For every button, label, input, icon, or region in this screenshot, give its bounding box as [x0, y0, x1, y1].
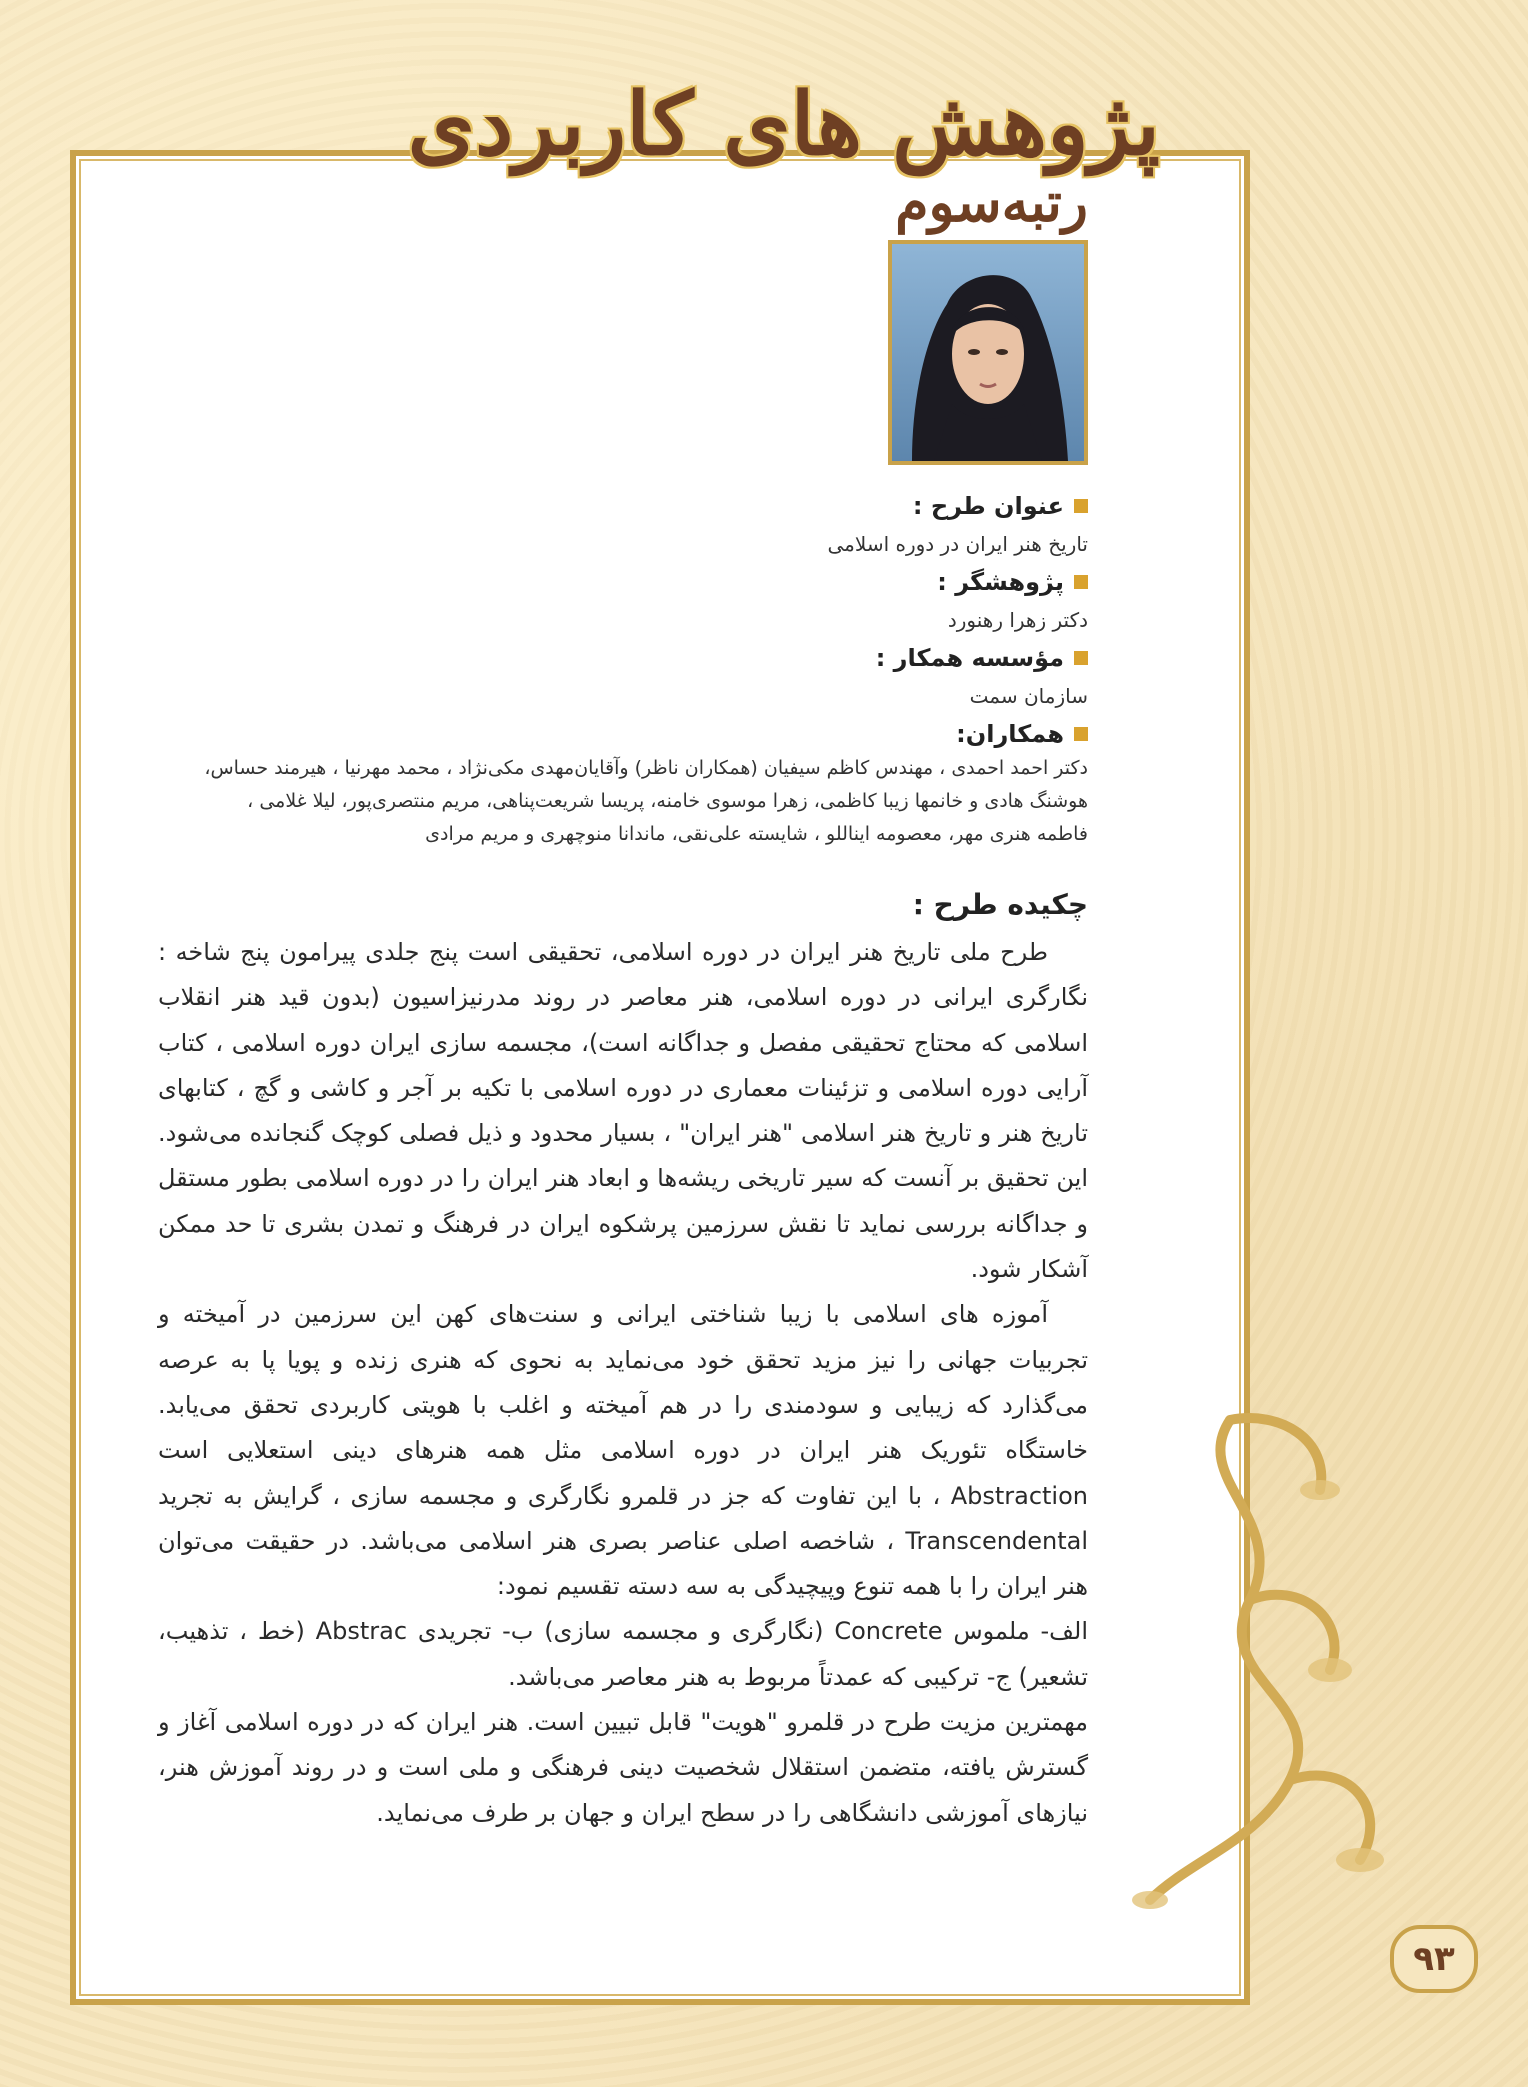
- field-project-title: [188, 488, 1088, 564]
- project-info: [188, 488, 1088, 851]
- abstract-paragraph: مهمترین مزیت طرح در قلمرو "هویت" قابل تبیین است. هنر ایران که در دوره اسلامی آغاز و گسترش یافته، متضمن استقلال شخصیت دینی فرهنگی و ملی است و در روند آموزش هنر، نیازهای آموزشی دانشگاهی را در سطح ایران و جهان بر طرف می‌نماید.: [158, 1708, 1088, 1827]
- floral-ornament: [1130, 1400, 1528, 1940]
- square-bullet-icon: [1074, 575, 1088, 589]
- field-value: دکتر زهرا رهنورد: [947, 608, 1088, 632]
- field-label: مؤسسه همکار :: [875, 644, 1064, 672]
- researcher-portrait: [888, 240, 1088, 465]
- abstract-body: [158, 930, 1088, 1836]
- abstract-heading: چکیده طرح :: [912, 888, 1088, 921]
- colleagues-line: دکتر احمد احمدی ، مهندس کاظم سیفیان (همکاران ناظر) وآقایان‌مهدی مکی‌نژاد ، محمد مهرنیا ، هیرمند حساس،: [204, 757, 1088, 779]
- field-researcher: [188, 564, 1088, 640]
- square-bullet-icon: [1074, 651, 1088, 665]
- square-bullet-icon: [1074, 727, 1088, 741]
- page-title: پژوهش های کاربردی: [407, 74, 1160, 175]
- abstract-paragraph: الف- ملموس Concrete (نگارگری و مجسمه سازی) ب- تجریدی Abstrac (خط ، تذهیب، تشعیر) ج- ترکیبی که عمدتاً مربوط به هنر معاصر می‌باشد.: [158, 1617, 1088, 1691]
- field-label: عنوان طرح :: [912, 492, 1064, 520]
- page-number: ۹۳: [1390, 1925, 1478, 1993]
- field-label: همکاران:: [956, 720, 1064, 748]
- rank-heading: رتبه‌سوم: [895, 170, 1088, 234]
- field-colleagues: [188, 716, 1088, 851]
- field-value: تاریخ هنر ایران در دوره اسلامی: [827, 532, 1088, 556]
- field-institute: [188, 640, 1088, 716]
- field-label: پژوهشگر :: [937, 568, 1064, 596]
- colleagues-line: هوشنگ هادی و خانمها زیبا کاظمی، زهرا موسوی خامنه، پریسا شریعت‌پناهی، مریم منتصری‌پور، لیلا غلامی ،: [247, 790, 1088, 812]
- square-bullet-icon: [1074, 499, 1088, 513]
- abstract-paragraph: آموزه های اسلامی با زیبا شناختی ایرانی و سنت‌های کهن این سرزمین در آمیخته و تجربیات جهانی را نیز مزید تحقق خود می‌نماید به نحوی که هنری زنده و پویا پا به عرصه می‌گذارد که زیبایی و سودمندی را در هم آمیخته و اغلب با هویتی کاربردی تحقق می‌یابد. خاستگاه تئوریک هنر ایران در دوره اسلامی مثل همه هنرهای دینی استعلایی است Abstraction ، با این تفاوت که جز در قلمرو نگارگری و مجسمه سازی ، گرایش به تجرید Transcendental ، شاخصه اصلی عناصر بصری هنر اسلامی می‌باشد. در حقیقت می‌توان هنر ایران را با همه تنوع وپیچیدگی به سه دسته تقسیم نمود:: [158, 1300, 1088, 1601]
- colleagues-line: فاطمه هنری مهر، معصومه ایناللو ، شایسته علی‌نقی، ماندانا منوچهری و مریم مرادی: [425, 823, 1088, 845]
- field-value: سازمان سمت: [969, 684, 1088, 708]
- abstract-paragraph: طرح ملی تاریخ هنر ایران در دوره اسلامی، تحقیقی است پنج جلدی پیرامون پنج شاخه : نگارگری ایرانی در دوره اسلامی، هنر معاصر در روند مدرنیزاسیون (بدون قید هنر انقلاب اسلامی که محتاج تحقیقی مفصل و جداگانه است)، مجسمه سازی ایران دوره اسلامی ، کتاب آرایی دوره اسلامی و تزئینات معماری در دوره اسلامی با تکیه بر آجر و کاشی و گچ ، کتابهای تاریخ هنر و تاریخ هنر اسلامی "هنر ایران" ، بسیار محدود و ذیل فصلی کوچک گنجانده می‌شود. این تحقیق بر آنست که سیر تاریخی ریشه‌ها و ابعاد هنر ایران را در دوره اسلامی بطور مستقل و جداگانه بررسی نماید تا نقش سرزمین پرشکوه ایران در فرهنگ و تمدن بشری تا حد ممکن آشکار شود.: [158, 938, 1088, 1284]
